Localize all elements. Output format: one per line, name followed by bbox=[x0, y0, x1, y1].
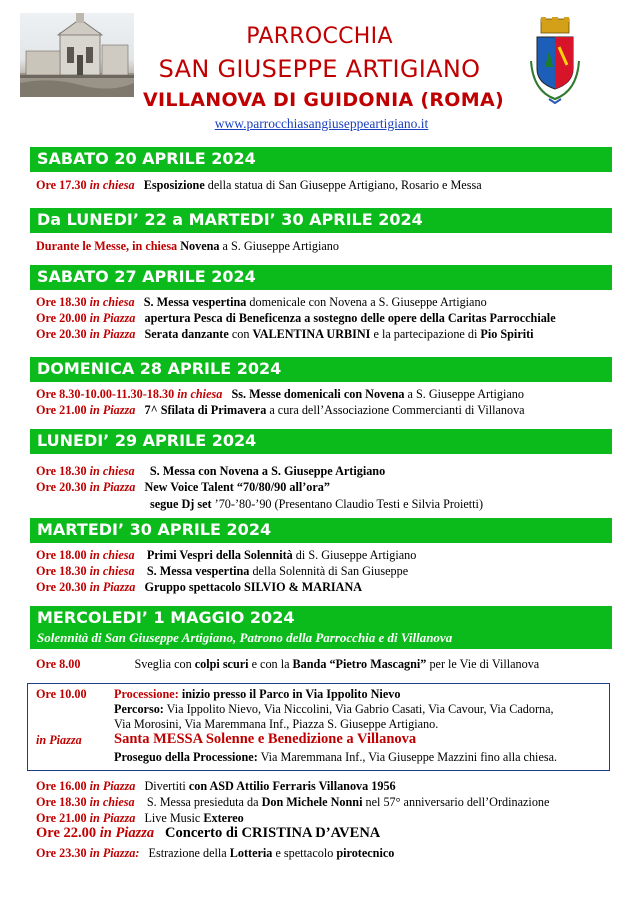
event-line: Ore 20.30 in Piazza New Voice Talent “70/80/90 all’ora” bbox=[36, 480, 330, 494]
event-line: Ore 10.00 bbox=[36, 687, 87, 701]
event-line: Ore 18.30 in chiesa S. Messa vespertina domenicale con Novena a S. Giuseppe Artigiano bbox=[36, 295, 487, 309]
event-line: Ore 18.30 in chiesa S. Messa con Novena a S. Giuseppe Artigiano bbox=[36, 464, 386, 478]
event-line: Percorso: Via Ippolito Nievo, Via Niccolini, Via Gabrio Casati, Via Cavour, Via Cadorna, bbox=[114, 702, 554, 716]
event-line: Ore 20.30 in Piazza Serata danzante con VALENTINA URBINI e la partecipazione di Pio Spiriti bbox=[36, 327, 534, 341]
section-heading: Da LUNEDI’ 22 a MARTEDI’ 30 APRILE 2024 bbox=[30, 208, 612, 233]
event-line: in Piazza bbox=[36, 733, 82, 747]
event-line: Proseguo della Processione: Via Maremmana Inf., Via Giuseppe Mazzini fino alla chiesa. bbox=[114, 750, 558, 764]
event-line: Durante le Messe, in chiesa Novena a S. Giuseppe Artigiano bbox=[36, 239, 339, 253]
municipal-crest bbox=[527, 17, 583, 105]
section-heading: SABATO 20 APRILE 2024 bbox=[30, 147, 612, 172]
event-line: segue Dj set ’70-’80-’90 (Presentano Claudio Testi e Silvia Proietti) bbox=[150, 497, 484, 511]
event-line: Ore 21.00 in Piazza Live Music Extereo bbox=[36, 811, 244, 825]
event-line: Ore 18.30 in chiesa S. Messa presieduta da Don Michele Nonni nel 57° anniversario dell’Ordinazione bbox=[36, 795, 550, 809]
section-heading: DOMENICA 28 APRILE 2024 bbox=[30, 357, 612, 382]
section-heading: MARTEDI’ 30 APRILE 2024 bbox=[30, 518, 612, 543]
event-line: Santa MESSA Solenne e Benedizione a Villanova bbox=[114, 731, 417, 747]
section-heading: LUNEDI’ 29 APRILE 2024 bbox=[30, 429, 612, 454]
event-line: Processione: inizio presso il Parco in Via Ippolito Nievo bbox=[114, 687, 401, 701]
event-line: Ore 18.00 in chiesa Primi Vespri della Solennità di S. Giuseppe Artigiano bbox=[36, 548, 417, 562]
event-line: Ore 23.30 in Piazza: Estrazione della Lotteria e spettacolo pirotecnico bbox=[36, 846, 395, 860]
website-link[interactable]: www.parrocchiasangiuseppeartigiano.it bbox=[214, 116, 429, 131]
section-heading: SABATO 27 APRILE 2024 bbox=[30, 265, 612, 290]
event-line: Ore 20.30 in Piazza Gruppo spettacolo SILVIO & MARIANA bbox=[36, 580, 363, 594]
event-line: Via Morosini, Via Maremmana Inf., Piazza S. Giuseppe Artigiano. bbox=[114, 717, 439, 731]
event-line: Ore 18.30 in chiesa S. Messa vespertina della Solennità di San Giuseppe bbox=[36, 564, 409, 578]
event-line: Ore 16.00 in Piazza Divertiti con ASD Attilio Ferraris Villanova 1956 bbox=[36, 779, 396, 793]
event-line: Ore 17.30 in chiesa Esposizione della statua di San Giuseppe Artigiano, Rosario e Messa bbox=[36, 178, 482, 192]
event-line: Ore 22.00 in Piazza Concerto di CRISTINA D’AVENA bbox=[36, 825, 381, 841]
section-heading: MERCOLEDI’ 1 MAGGIO 2024 Solennità di San Giuseppe Artigiano, Patrono della Parrocchia e di Villanova bbox=[30, 606, 612, 649]
event-line: Ore 21.00 in Piazza 7^ Sfilata di Primavera a cura dell’Associazione Commercianti di Villanova bbox=[36, 403, 525, 417]
parish-name: SAN GIUSEPPE ARTIGIANO bbox=[158, 55, 481, 83]
parish-title: PARROCCHIA bbox=[246, 24, 393, 49]
event-line: Ore 8.30-10.00-11.30-18.30 in chiesa Ss. Messe domenicali con Novena a S. Giuseppe Artigiano bbox=[36, 387, 524, 401]
section-subheading: Solennità di San Giuseppe Artigiano, Patrono della Parrocchia e di Villanova bbox=[37, 630, 453, 645]
event-line: Ore 8.00 Sveglia con colpi scuri e con la Banda “Pietro Mascagni” per le Vie di Villanova bbox=[36, 657, 540, 671]
event-line: Ore 20.00 in Piazza apertura Pesca di Beneficenza a sostegno delle opere della Caritas Parrocchiale bbox=[36, 311, 556, 325]
parish-location: VILLANOVA DI GUIDONIA (ROMA) bbox=[143, 89, 504, 111]
